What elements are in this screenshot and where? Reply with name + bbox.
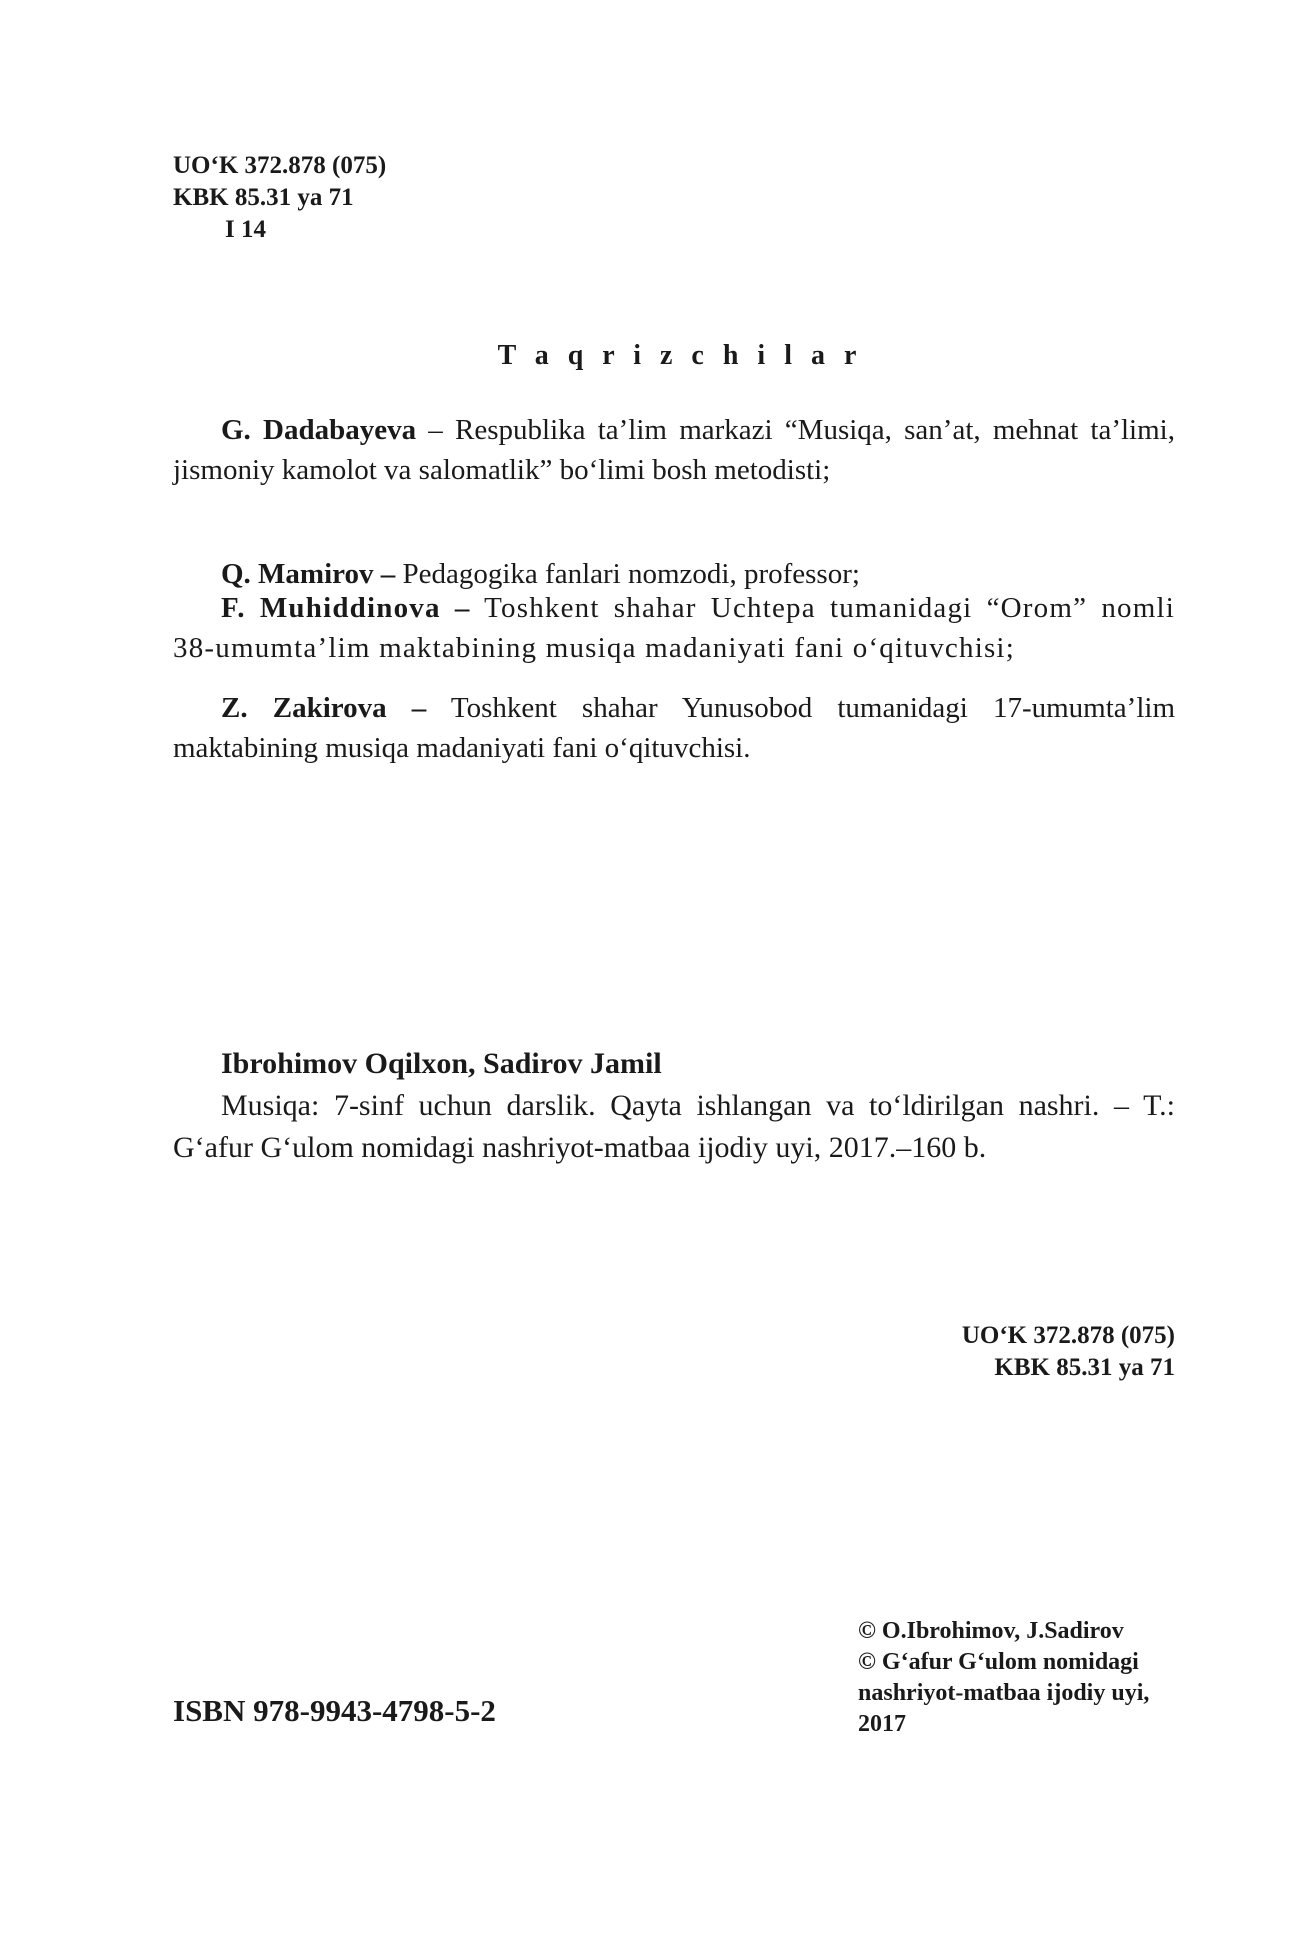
udk-code: UO‘K 372.878 (075): [961, 1322, 1175, 1349]
reviewer-1: [173, 410, 1175, 490]
reviewer-role: Toshkent shahar Yunusobod tumanidagi 17-umumta’lim maktabining musiqa madaniyati fani o‘qituvchisi.: [173, 692, 1175, 764]
classification-bottom: [962, 1320, 1175, 1384]
bbk-code: KBK 85.31 ya 71: [994, 1354, 1175, 1381]
udk-code: UO‘K 372.878 (075): [173, 152, 387, 179]
classification-top: [173, 150, 386, 246]
reviewers-heading: T a q r i z c h i l a r: [497, 340, 863, 371]
catalog-description: Musiqa: 7-sinf uchun darslik. Qayta ishlangan va to‘ldirilgan nashri. – T.: G‘afur G‘ulom nomidagi nashriyot-matbaa ijodiy uyi, 2017.–160 b.: [173, 1089, 1175, 1164]
bbk-code: KBK 85.31 ya 71: [173, 184, 354, 211]
copyright-line: 2017: [858, 1711, 906, 1737]
copyright-line: © O.Ibrohimov, J.Sadirov: [858, 1618, 1124, 1644]
reviewer-name: Q. Mamirov –: [221, 558, 396, 590]
copyright-line: nashriyot-matbaa ijodiy uyi,: [858, 1680, 1150, 1706]
catalog-entry: [173, 1043, 1175, 1169]
copyright-notice: [858, 1616, 1149, 1740]
reviewer-4: [173, 688, 1175, 768]
catalog-authors: Ibrohimov Oqilxon, Sadirov Jamil: [221, 1047, 662, 1080]
copyright-line: © G‘afur G‘ulom nomidagi: [858, 1649, 1139, 1675]
reviewer-role: Toshkent shahar Uchtepa tumanidagi “Orom” nomli 38-umumta’lim maktabining musiqa madaniyati fani o‘qituvchisi;: [173, 592, 1175, 664]
reviewer-name: Z. Zakirova –: [221, 692, 427, 724]
reviewer-name: G. Dadabayeva: [221, 414, 417, 446]
reviewer-role: Pedagogika fanlari nomzodi, professor;: [395, 558, 860, 590]
author-mark: I 14: [225, 216, 266, 243]
isbn-number: ISBN 978-9943-4798-5-2: [173, 1693, 496, 1728]
reviewer-role: – Respublika ta’lim markazi “Musiqa, san’at, mehnat ta’limi, jismoniy kamolot va salomatlik” bo‘limi bosh metodisti;: [173, 414, 1175, 486]
reviewer-3: [173, 588, 1175, 668]
reviewer-name: F. Muhiddinova –: [221, 592, 471, 624]
